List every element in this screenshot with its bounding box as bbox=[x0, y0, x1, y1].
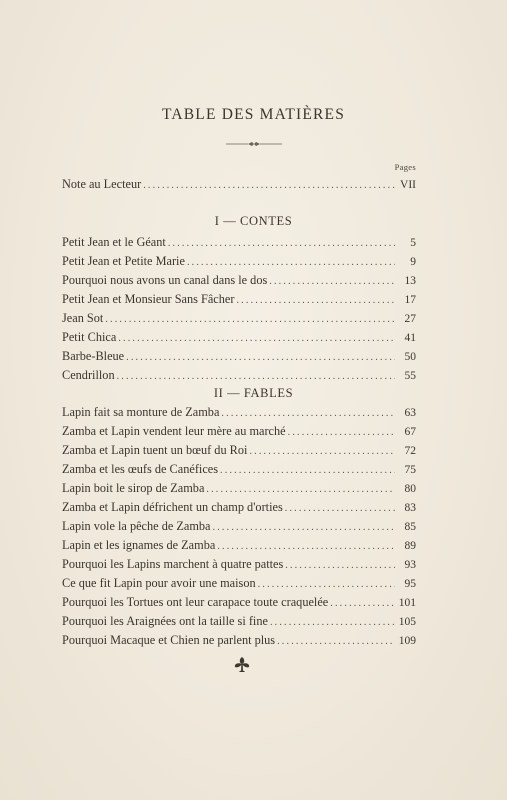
entry-label: Note au Lecteur bbox=[62, 177, 142, 191]
leader-dots bbox=[118, 333, 395, 344]
toc-entry[interactable] bbox=[62, 576, 416, 594]
entry-label: Pourquoi nous avons un canal dans le dos bbox=[62, 273, 268, 287]
entry-label: Pourquoi Macaque et Chien ne parlent plus bbox=[62, 633, 276, 647]
toc-entry[interactable] bbox=[62, 443, 416, 461]
leader-dots bbox=[143, 180, 395, 191]
leader-dots bbox=[269, 276, 395, 287]
entry-page: 17 bbox=[404, 294, 416, 306]
entry-page: 13 bbox=[404, 275, 416, 287]
toc-entry[interactable] bbox=[62, 519, 416, 537]
entry-page: 41 bbox=[404, 332, 416, 344]
divider-ornament bbox=[226, 139, 282, 149]
entry-page: VII bbox=[400, 179, 416, 191]
toc-entry[interactable] bbox=[62, 462, 416, 480]
entry-page: 5 bbox=[410, 237, 416, 249]
entry-page: 109 bbox=[398, 635, 416, 647]
entry-label: Zamba et Lapin tuent un bœuf du Roi bbox=[62, 443, 248, 457]
entry-label: Cendrillon bbox=[62, 368, 115, 382]
entry-page: 67 bbox=[404, 426, 416, 438]
entry-label: Zamba et Lapin défrichent un champ d'orties bbox=[62, 500, 283, 514]
leader-dots bbox=[285, 503, 395, 514]
entry-page: 80 bbox=[404, 483, 416, 495]
entry-label: Lapin boit le sirop de Zamba bbox=[62, 481, 205, 495]
entry-label: Jean Sot bbox=[62, 311, 104, 325]
toc-entry[interactable] bbox=[62, 311, 416, 329]
leader-dots bbox=[187, 257, 395, 268]
entry-label: Lapin fait sa monture de Zamba bbox=[62, 405, 220, 419]
entry-page: 105 bbox=[398, 616, 416, 628]
leader-dots bbox=[330, 598, 395, 609]
leader-dots bbox=[221, 408, 395, 419]
leader-dots bbox=[277, 636, 395, 647]
entry-page: 9 bbox=[410, 256, 416, 268]
entry-page: 75 bbox=[404, 464, 416, 476]
entry-label: Pourquoi les Tortues ont leur carapace toute craquelée bbox=[62, 595, 329, 609]
toc-entry[interactable] bbox=[62, 330, 416, 348]
toc-entry[interactable] bbox=[62, 273, 416, 291]
leader-dots bbox=[206, 484, 395, 495]
entry-label: Zamba et Lapin vendent leur mère au marché bbox=[62, 424, 286, 438]
leader-dots bbox=[217, 541, 395, 552]
toc-entry[interactable] bbox=[62, 500, 416, 518]
entry-label: Ce que fit Lapin pour avoir une maison bbox=[62, 576, 256, 590]
leader-dots bbox=[288, 427, 395, 438]
toc-entry[interactable] bbox=[62, 292, 416, 310]
entry-page: 93 bbox=[404, 559, 416, 571]
toc-entry[interactable] bbox=[62, 405, 416, 423]
leader-dots bbox=[249, 446, 395, 457]
entry-label: Zamba et les œufs de Canéfices bbox=[62, 462, 219, 476]
toc-entry[interactable] bbox=[62, 538, 416, 556]
entry-page: 50 bbox=[404, 351, 416, 363]
entry-label: Petit Jean et Petite Marie bbox=[62, 254, 185, 268]
entry-page: 55 bbox=[404, 370, 416, 382]
leader-dots bbox=[220, 465, 395, 476]
leader-dots bbox=[117, 371, 395, 382]
toc-entry[interactable] bbox=[62, 614, 416, 632]
entry-label: Lapin vole la pêche de Zamba bbox=[62, 519, 211, 533]
leader-dots bbox=[285, 560, 395, 571]
entry-page: 101 bbox=[398, 597, 416, 609]
leader-dots bbox=[258, 579, 395, 590]
page-title: TABLE DES MATIÈRES bbox=[161, 106, 346, 123]
entry-label: Petit Chica bbox=[62, 330, 117, 344]
toc-entry-note[interactable] bbox=[62, 177, 416, 195]
section-heading-fables: II — FABLES bbox=[213, 386, 294, 400]
entry-page: 85 bbox=[404, 521, 416, 533]
leader-dots bbox=[105, 314, 395, 325]
entry-page: 83 bbox=[404, 502, 416, 514]
toc-entry[interactable] bbox=[62, 424, 416, 442]
fleuron-ornament-icon bbox=[232, 655, 252, 675]
toc-entry[interactable] bbox=[62, 557, 416, 575]
entry-page: 27 bbox=[404, 313, 416, 325]
toc-entry[interactable] bbox=[62, 633, 416, 651]
toc-entry[interactable] bbox=[62, 481, 416, 499]
leader-dots bbox=[126, 352, 395, 363]
toc-entry[interactable] bbox=[62, 595, 416, 613]
entry-page: 95 bbox=[404, 578, 416, 590]
entry-label: Pourquoi les Lapins marchent à quatre pattes bbox=[62, 557, 284, 571]
pages-column-label: Pages bbox=[394, 162, 416, 172]
entry-label: Petit Jean et Monsieur Sans Fâcher bbox=[62, 292, 235, 306]
entry-page: 63 bbox=[404, 407, 416, 419]
toc-entry[interactable] bbox=[62, 235, 416, 253]
leader-dots bbox=[270, 617, 395, 628]
toc-entry[interactable] bbox=[62, 349, 416, 367]
toc-entry[interactable] bbox=[62, 368, 416, 386]
entry-page: 72 bbox=[404, 445, 416, 457]
entry-label: Pourquoi les Araignées ont la taille si fine bbox=[62, 614, 268, 628]
section-heading-contes: I — CONTES bbox=[214, 214, 293, 228]
entry-label: Lapin et les ignames de Zamba bbox=[62, 538, 216, 552]
entry-page: 89 bbox=[404, 540, 416, 552]
entry-label: Barbe-Bleue bbox=[62, 349, 125, 363]
leader-dots bbox=[236, 295, 395, 306]
toc-entry[interactable] bbox=[62, 254, 416, 272]
entry-label: Petit Jean et le Géant bbox=[62, 235, 166, 249]
leader-dots bbox=[168, 238, 395, 249]
leader-dots bbox=[213, 522, 395, 533]
